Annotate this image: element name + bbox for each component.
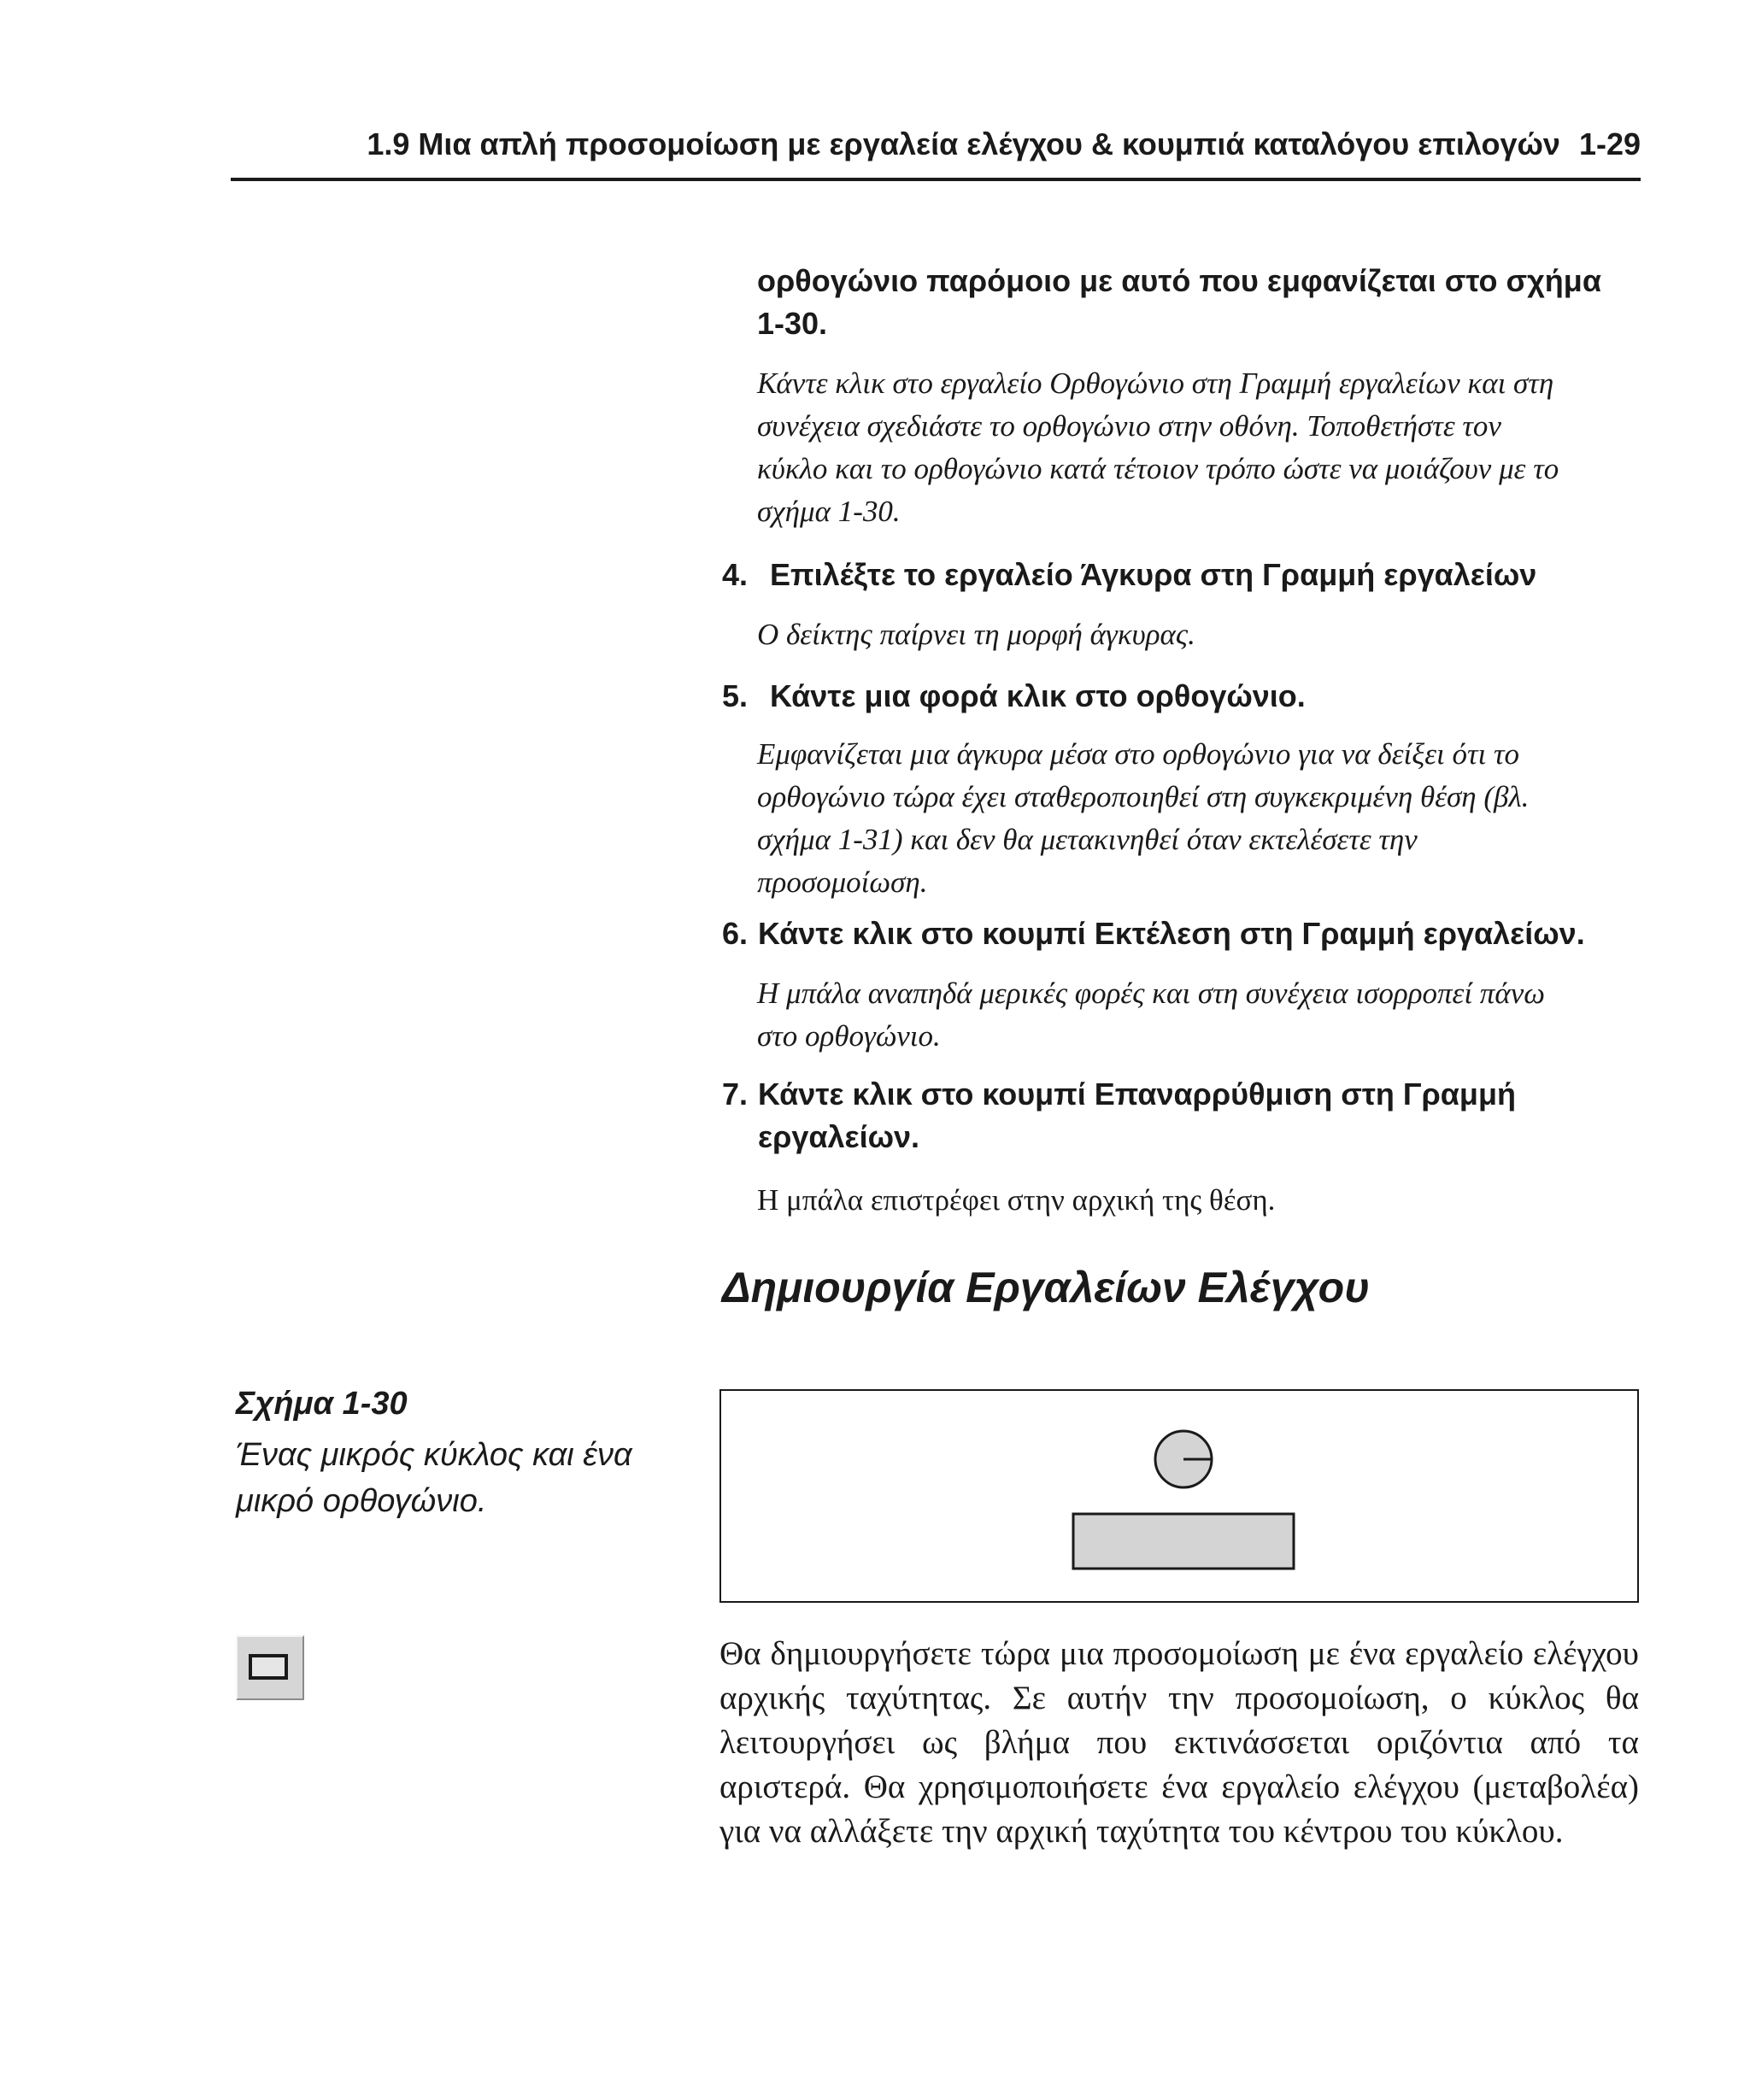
note-line: στο ορθογώνιο. <box>757 1019 941 1053</box>
step-5 <box>722 675 1306 718</box>
note-line: συνέχεια σχεδιάστε το ορθογώνιο στην οθόνη. Τοποθετήστε τον <box>757 409 1501 443</box>
step-6-note <box>757 972 1545 1058</box>
body-paragraph: Θα δημιουργήσετε τώρα μια προσομοίωση με ένα εργαλείο ελέγχου αρχικής ταχύτητας. Σε αυτήν την προσομοίωση, ο κύκλος θα λειτουργήσει ως βλήμα που εκτινάσσεται οριζόντια από τα αριστερά. Θα χρησιμοποιήσετε ένα εργαλείο ελέγχου (μεταβολέα) για να αλλάξετε την αρχική ταχύτητα του κέντρου του κύκλου. <box>719 1635 1639 1850</box>
note-line: Εμφανίζεται μια άγκυρα μέσα στο ορθογώνιο για να δείξει ότι το <box>757 737 1519 771</box>
figure-canvas <box>721 1391 1637 1601</box>
header-title: 1.9 Μια απλή προσομοίωση με εργαλεία ελέγχου & κουμπιά καταλόγου επιλογών <box>367 126 1560 161</box>
header-rule <box>231 178 1641 181</box>
note-line: Η μπάλα αναπηδά μερικές φορές και στη συνέχεια ισορροπεί πάνω <box>757 977 1545 1010</box>
step-number: 7. <box>722 1076 749 1112</box>
note-line: προσομοίωση. <box>757 865 928 899</box>
step-7-note <box>757 1179 1275 1222</box>
small-rectangle <box>1073 1514 1294 1569</box>
step-4 <box>722 554 1536 596</box>
step-6 <box>722 912 1585 955</box>
running-header <box>333 126 1641 162</box>
step-5-note <box>757 733 1529 904</box>
step-continuation-line: 1-30. <box>757 306 828 341</box>
page-number: 1-29 <box>1578 126 1641 161</box>
note-line: κύκλο και το ορθογώνιο κατά τέτοιον τρόπο ώστε να μοιάζουν με το <box>757 452 1559 485</box>
step-text: εργαλείων. <box>758 1119 920 1154</box>
step-text: Κάντε κλικ στο κουμπί Επαναρρύθμιση στη Γραμμή <box>758 1076 1516 1112</box>
figure-1-30 <box>719 1389 1639 1603</box>
note-line: Ο δείκτης παίρνει τη μορφή άγκυρας. <box>757 618 1195 651</box>
step-4-note <box>757 613 1195 656</box>
step-7 <box>722 1073 1516 1159</box>
figure-caption-text: Ένας μικρός κύκλος και ένα μικρό ορθογώνιο. <box>236 1437 632 1519</box>
note-line: Κάντε κλικ στο εργαλείο Ορθογώνιο στη Γραμμή εργαλείων και στη <box>757 367 1554 400</box>
step-continuation-note <box>757 362 1654 533</box>
section-title: Δημιουργία Εργαλείων Ελέγχου <box>722 1264 1370 1311</box>
step-text: Κάντε μια φορά κλικ στο ορθογώνιο. <box>770 678 1306 713</box>
step-number: 5. <box>722 678 749 713</box>
step-text: Κάντε κλικ στο κουμπί Εκτέλεση στη Γραμμή εργαλείων. <box>758 916 1585 951</box>
rectangle-tool-icon <box>236 1635 304 1700</box>
step-continuation-line: ορθογώνιο παρόμοιο με αυτό που εμφανίζεται στο σχήμα <box>757 263 1601 298</box>
step-text: Επιλέξτε το εργαλείο Άγκυρα στη Γραμμή εργαλείων <box>770 557 1537 592</box>
note-line: σχήμα 1-31) και δεν θα μετακινηθεί όταν εκτελέσετε την <box>757 823 1418 856</box>
note-line: ορθογώνιο τώρα έχει σταθεροποιηθεί στη συγκεκριμένη θέση (βλ. <box>757 780 1530 813</box>
figure-caption-title: Σχήμα 1-30 <box>236 1386 408 1422</box>
small-circle <box>1155 1431 1212 1487</box>
step-number: 4. <box>722 557 749 592</box>
step-continuation <box>757 260 1646 345</box>
step-number: 6. <box>722 916 749 951</box>
note-line: σχήμα 1-30. <box>757 495 901 528</box>
note-line: Η μπάλα επιστρέφει στην αρχική της θέση. <box>757 1183 1276 1217</box>
